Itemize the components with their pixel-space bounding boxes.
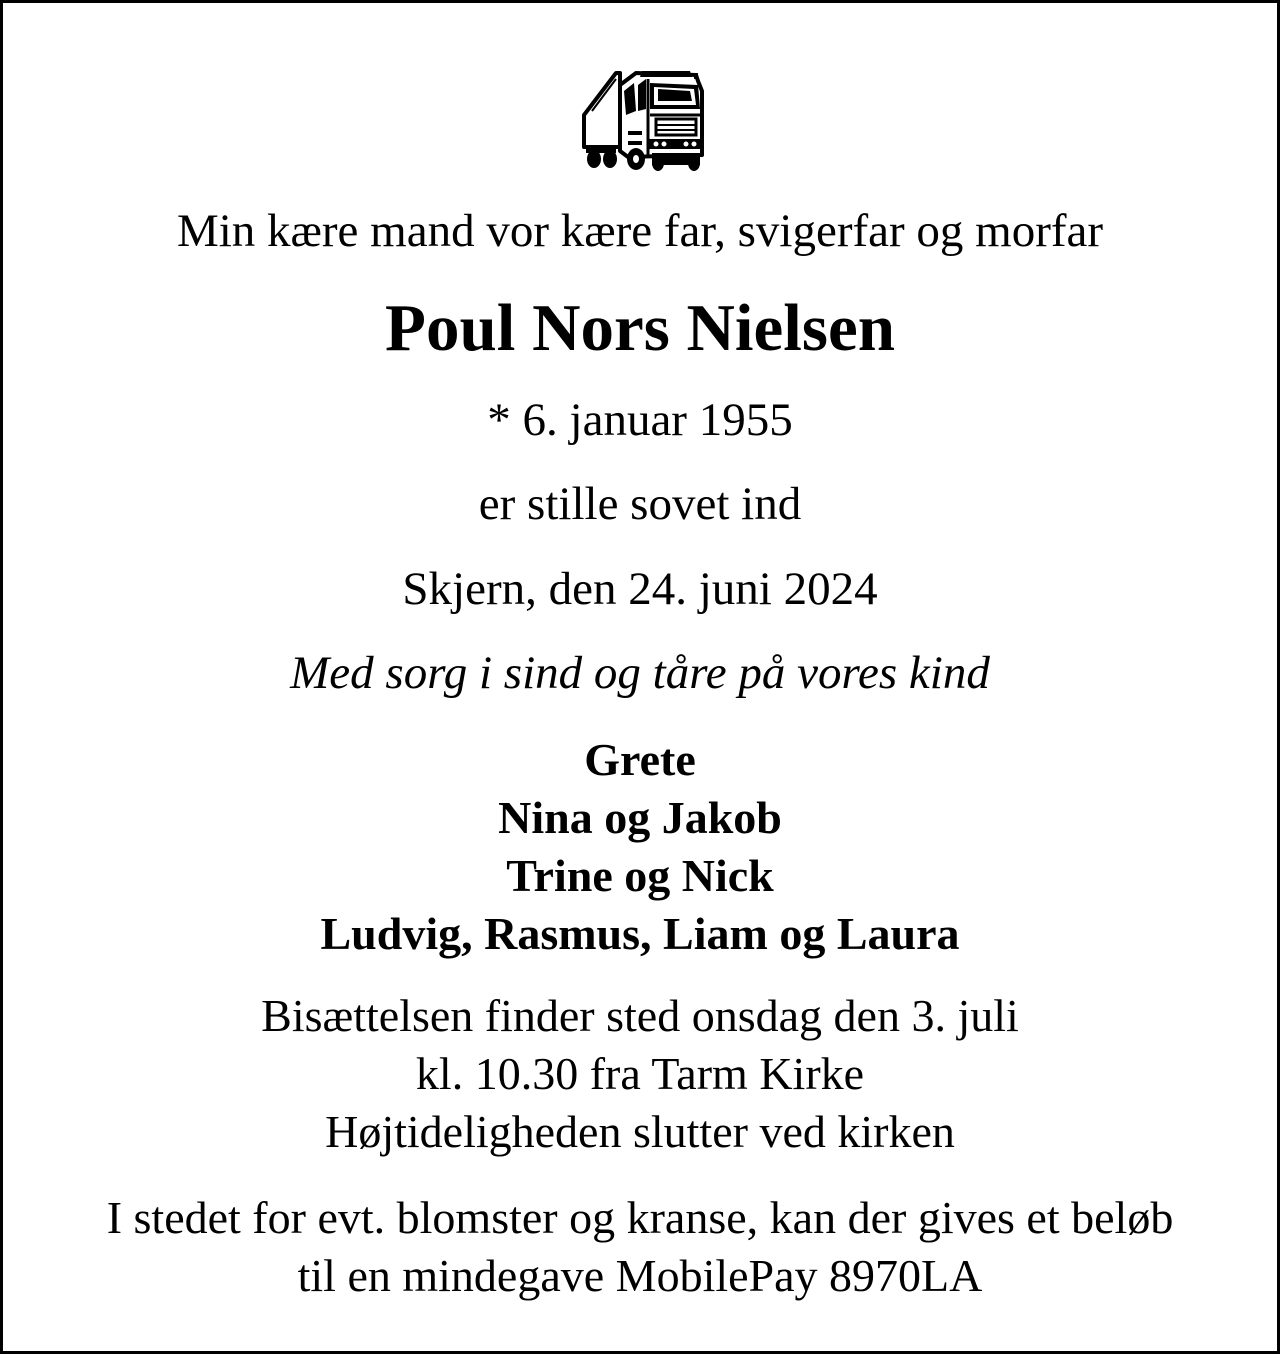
family-line: Grete xyxy=(584,734,696,785)
service-line: Bisættelsen finder sted onsdag den 3. juli xyxy=(261,990,1019,1041)
family-line: Nina og Jakob xyxy=(498,792,782,843)
family-line: Ludvig, Rasmus, Liam og Laura xyxy=(320,908,960,959)
birth-date: * 6. januar 1955 xyxy=(487,394,793,446)
passed-text: er stille sovet ind xyxy=(478,478,802,530)
verse-text: Med sorg i sind og tåre på vores kind xyxy=(290,647,990,699)
place-and-date: Skjern, den 24. juni 2024 xyxy=(402,563,878,615)
family-names xyxy=(3,731,1277,963)
family-line: Trine og Nick xyxy=(506,850,774,901)
truck-icon xyxy=(580,65,708,173)
intro-text: Min kære mand vor kære far, svigerfar og morfar xyxy=(176,205,1104,257)
donation-note xyxy=(3,1189,1277,1305)
donation-line: I stedet for evt. blomster og kranse, kan der gives et beløb xyxy=(106,1192,1174,1243)
service-details xyxy=(3,987,1277,1161)
donation-line: til en mindegave MobilePay 8970LA xyxy=(297,1250,983,1301)
service-line: kl. 10.30 fra Tarm Kirke xyxy=(415,1048,865,1099)
deceased-name: Poul Nors Nielsen xyxy=(385,291,895,365)
service-line: Højtideligheden slutter ved kirken xyxy=(325,1106,955,1157)
